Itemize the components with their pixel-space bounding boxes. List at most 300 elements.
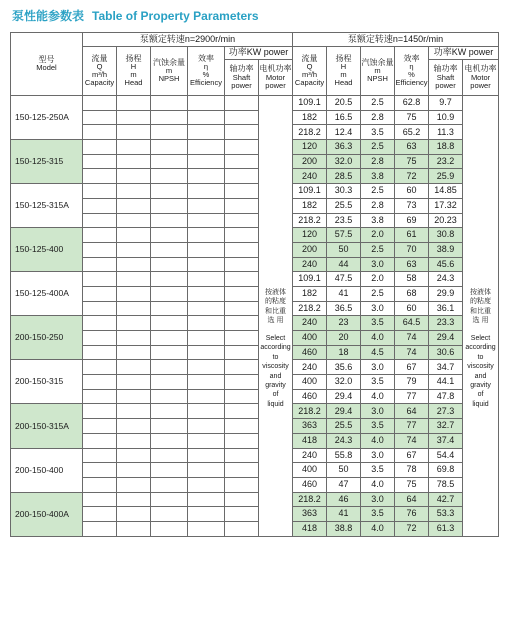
- blank-cell: [188, 419, 225, 434]
- value-cell: 4.0: [361, 477, 395, 492]
- blank-cell: [83, 184, 117, 199]
- value-cell: 35.6: [327, 360, 361, 375]
- blank-cell: [83, 213, 117, 228]
- blank-cell: [225, 110, 259, 125]
- blank-cell: [225, 198, 259, 213]
- value-cell: 65.2: [395, 125, 429, 140]
- note-en-line: viscosity: [467, 363, 494, 371]
- note-cn-line: 的粘度: [265, 298, 286, 306]
- blank-cell: [151, 154, 188, 169]
- blank-cell: [83, 140, 117, 155]
- note-en-line: to: [477, 353, 484, 361]
- value-cell: 50: [327, 463, 361, 478]
- blank-cell: [151, 477, 188, 492]
- value-cell: 460: [293, 389, 327, 404]
- blank-cell: [83, 242, 117, 257]
- blank-cell: [117, 463, 151, 478]
- value-cell: 63: [395, 140, 429, 155]
- blank-cell: [83, 125, 117, 140]
- value-cell: 20: [327, 331, 361, 346]
- blank-cell: [225, 389, 259, 404]
- blank-cell: [151, 110, 188, 125]
- value-cell: 12.4: [327, 125, 361, 140]
- table-row: [11, 140, 499, 155]
- blank-cell: [83, 477, 117, 492]
- blank-cell: [151, 213, 188, 228]
- blank-cell: [225, 125, 259, 140]
- motor-note-left: [259, 96, 293, 537]
- blank-cell: [188, 286, 225, 301]
- value-cell: 2.8: [361, 110, 395, 125]
- value-cell: 38.9: [429, 242, 463, 257]
- npsh-header-right: 汽蚀余量 m NPSH: [361, 47, 395, 96]
- blank-cell: [225, 316, 259, 331]
- model-name: 200-150-400A: [11, 492, 83, 536]
- motor-power-header-left: 电机功率 Motor power: [259, 60, 293, 96]
- value-cell: 30.6: [429, 345, 463, 360]
- efficiency-header-left: 效率 η % Efficiency: [188, 47, 225, 96]
- value-cell: 3.0: [361, 301, 395, 316]
- table-row: [11, 272, 499, 287]
- value-cell: 69.8: [429, 463, 463, 478]
- blank-cell: [225, 419, 259, 434]
- table-body: [11, 96, 499, 537]
- model-name: 150-125-400A: [11, 272, 83, 316]
- blank-cell: [188, 154, 225, 169]
- value-cell: 400: [293, 331, 327, 346]
- value-cell: 182: [293, 286, 327, 301]
- blank-cell: [151, 125, 188, 140]
- value-cell: 240: [293, 169, 327, 184]
- blank-cell: [117, 96, 151, 111]
- power-header-right: 功率KW power: [429, 47, 499, 60]
- blank-cell: [83, 375, 117, 390]
- value-cell: 3.0: [361, 404, 395, 419]
- blank-cell: [225, 360, 259, 375]
- value-cell: 67: [395, 448, 429, 463]
- blank-cell: [151, 198, 188, 213]
- blank-cell: [225, 301, 259, 316]
- note-en-line: Select: [265, 334, 286, 342]
- value-cell: 28.5: [327, 169, 361, 184]
- blank-cell: [225, 331, 259, 346]
- blank-cell: [188, 507, 225, 522]
- value-cell: 2.0: [361, 272, 395, 287]
- blank-cell: [83, 198, 117, 213]
- blank-cell: [83, 419, 117, 434]
- table-row: [11, 345, 499, 360]
- value-cell: 41: [327, 507, 361, 522]
- value-cell: 2.5: [361, 242, 395, 257]
- note-cn-line: 的粘度: [470, 298, 492, 306]
- blank-cell: [188, 345, 225, 360]
- value-cell: 47.5: [327, 272, 361, 287]
- blank-cell: [83, 110, 117, 125]
- blank-cell: [117, 433, 151, 448]
- blank-cell: [151, 169, 188, 184]
- value-cell: 47.8: [429, 389, 463, 404]
- value-cell: 23.5: [327, 213, 361, 228]
- blank-cell: [151, 316, 188, 331]
- table-row: [11, 286, 499, 301]
- value-cell: 20.5: [327, 96, 361, 111]
- value-cell: 218.2: [293, 125, 327, 140]
- table-row: [11, 433, 499, 448]
- value-cell: 418: [293, 433, 327, 448]
- value-cell: 3.5: [361, 463, 395, 478]
- value-cell: 18.8: [429, 140, 463, 155]
- model-name: 200-150-315: [11, 360, 83, 404]
- motor-power-header-right: 电机功率 Motor power: [463, 60, 499, 96]
- blank-cell: [117, 198, 151, 213]
- value-cell: 4.0: [361, 331, 395, 346]
- blank-cell: [151, 301, 188, 316]
- table-row: [11, 404, 499, 419]
- title-en: Table of Property Parameters: [92, 9, 259, 23]
- blank-cell: [117, 404, 151, 419]
- value-cell: 24.3: [429, 272, 463, 287]
- value-cell: 25.5: [327, 198, 361, 213]
- table-row: [11, 521, 499, 536]
- value-cell: 14.85: [429, 184, 463, 199]
- blank-cell: [225, 169, 259, 184]
- value-cell: 79: [395, 375, 429, 390]
- table-row: [11, 184, 499, 199]
- blank-cell: [117, 301, 151, 316]
- table-row: [11, 419, 499, 434]
- value-cell: 20.23: [429, 213, 463, 228]
- table-row: [11, 463, 499, 478]
- table-row: [11, 96, 499, 111]
- value-cell: 50: [327, 242, 361, 257]
- value-cell: 3.5: [361, 125, 395, 140]
- blank-cell: [83, 154, 117, 169]
- value-cell: 363: [293, 419, 327, 434]
- value-cell: 2.0: [361, 228, 395, 243]
- table-row: [11, 507, 499, 522]
- table-row: [11, 492, 499, 507]
- value-cell: 218.2: [293, 213, 327, 228]
- blank-cell: [188, 198, 225, 213]
- table-row: [11, 477, 499, 492]
- blank-cell: [225, 463, 259, 478]
- value-cell: 34.7: [429, 360, 463, 375]
- blank-cell: [188, 375, 225, 390]
- blank-cell: [83, 345, 117, 360]
- blank-cell: [117, 419, 151, 434]
- blank-cell: [117, 184, 151, 199]
- value-cell: 75: [395, 110, 429, 125]
- value-cell: 32.0: [327, 375, 361, 390]
- value-cell: 72: [395, 521, 429, 536]
- blank-cell: [225, 228, 259, 243]
- blank-cell: [83, 492, 117, 507]
- blank-cell: [83, 301, 117, 316]
- blank-cell: [188, 404, 225, 419]
- blank-cell: [117, 389, 151, 404]
- blank-cell: [225, 433, 259, 448]
- blank-cell: [225, 477, 259, 492]
- note-en-line: according: [465, 344, 496, 352]
- value-cell: 182: [293, 198, 327, 213]
- value-cell: 9.7: [429, 96, 463, 111]
- value-cell: 78.5: [429, 477, 463, 492]
- value-cell: 29.9: [429, 286, 463, 301]
- blank-cell: [83, 316, 117, 331]
- blank-cell: [117, 448, 151, 463]
- blank-cell: [117, 316, 151, 331]
- note-cn-line: 选 用: [267, 317, 284, 325]
- value-cell: 218.2: [293, 404, 327, 419]
- blank-cell: [117, 375, 151, 390]
- model-name: 200-150-315A: [11, 404, 83, 448]
- note-en-line: viscosity: [262, 363, 289, 371]
- note-cn-line: 和比重: [470, 307, 492, 315]
- power-header-left: 功率KW power: [225, 47, 293, 60]
- blank-cell: [188, 96, 225, 111]
- value-cell: 4.0: [361, 521, 395, 536]
- value-cell: 460: [293, 477, 327, 492]
- value-cell: 45.6: [429, 257, 463, 272]
- value-cell: 17.32: [429, 198, 463, 213]
- value-cell: 3.0: [361, 448, 395, 463]
- speed-2900-header: 泵额定转速n=2900r/min: [83, 33, 293, 47]
- blank-cell: [83, 228, 117, 243]
- value-cell: 4.0: [361, 433, 395, 448]
- model-name: 200-150-400: [11, 448, 83, 492]
- note-en-line: liquid: [267, 400, 284, 408]
- value-cell: 29.4: [429, 331, 463, 346]
- value-cell: 46: [327, 492, 361, 507]
- blank-cell: [151, 389, 188, 404]
- blank-cell: [188, 169, 225, 184]
- value-cell: 74: [395, 331, 429, 346]
- table-row: [11, 448, 499, 463]
- blank-cell: [83, 521, 117, 536]
- value-cell: 63: [395, 257, 429, 272]
- head-header-right: 扬程 H m Head: [327, 47, 361, 96]
- table-row: [11, 301, 499, 316]
- blank-cell: [151, 492, 188, 507]
- model-header: 型号 Model: [11, 33, 83, 96]
- blank-cell: [117, 286, 151, 301]
- value-cell: 64: [395, 404, 429, 419]
- value-cell: 72: [395, 169, 429, 184]
- value-cell: 120: [293, 228, 327, 243]
- blank-cell: [117, 242, 151, 257]
- value-cell: 460: [293, 345, 327, 360]
- value-cell: 27.3: [429, 404, 463, 419]
- blank-cell: [151, 331, 188, 346]
- value-cell: 47: [327, 477, 361, 492]
- table-row: [11, 242, 499, 257]
- value-cell: 53.3: [429, 507, 463, 522]
- blank-cell: [83, 331, 117, 346]
- blank-cell: [151, 272, 188, 287]
- note-en-line: and: [269, 372, 282, 380]
- table-row: [11, 228, 499, 243]
- value-cell: 75: [395, 477, 429, 492]
- blank-cell: [83, 448, 117, 463]
- value-cell: 44.1: [429, 375, 463, 390]
- blank-cell: [225, 404, 259, 419]
- value-cell: 2.5: [361, 140, 395, 155]
- model-name: 150-125-250A: [11, 96, 83, 140]
- blank-cell: [83, 360, 117, 375]
- blank-cell: [188, 272, 225, 287]
- value-cell: 240: [293, 257, 327, 272]
- note-cn-line: 和比重: [265, 307, 286, 315]
- blank-cell: [117, 257, 151, 272]
- blank-cell: [151, 184, 188, 199]
- value-cell: 3.5: [361, 316, 395, 331]
- value-cell: 77: [395, 419, 429, 434]
- capacity-header-left: 流量 Q m³/h Capacity: [83, 47, 117, 96]
- note-cn-line: 按液体: [265, 289, 286, 296]
- value-cell: 218.2: [293, 301, 327, 316]
- table-row: [11, 213, 499, 228]
- blank-cell: [83, 389, 117, 404]
- model-name: 150-125-315A: [11, 184, 83, 228]
- blank-cell: [117, 507, 151, 522]
- value-cell: 3.0: [361, 360, 395, 375]
- value-cell: 2.5: [361, 96, 395, 111]
- note-en-line: gravity: [265, 381, 286, 389]
- blank-cell: [117, 477, 151, 492]
- blank-cell: [151, 507, 188, 522]
- value-cell: 67: [395, 360, 429, 375]
- value-cell: 23: [327, 316, 361, 331]
- value-cell: 2.5: [361, 184, 395, 199]
- table-row: [11, 360, 499, 375]
- motor-note-right: [463, 96, 499, 537]
- value-cell: 4.5: [361, 345, 395, 360]
- shaft-power-header-left: 轴功率 Shaft power: [225, 60, 259, 96]
- blank-cell: [151, 140, 188, 155]
- value-cell: 55.8: [327, 448, 361, 463]
- blank-cell: [117, 140, 151, 155]
- value-cell: 75: [395, 154, 429, 169]
- shaft-power-header-right: 轴功率 Shaft power: [429, 60, 463, 96]
- blank-cell: [117, 272, 151, 287]
- value-cell: 120: [293, 140, 327, 155]
- blank-cell: [83, 404, 117, 419]
- value-cell: 60: [395, 301, 429, 316]
- blank-cell: [225, 96, 259, 111]
- value-cell: 3.8: [361, 213, 395, 228]
- blank-cell: [151, 242, 188, 257]
- value-cell: 2.8: [361, 154, 395, 169]
- value-cell: 23.3: [429, 316, 463, 331]
- blank-cell: [83, 169, 117, 184]
- note-en-line: to: [272, 353, 279, 361]
- value-cell: 77: [395, 389, 429, 404]
- value-cell: 3.0: [361, 257, 395, 272]
- value-cell: 76: [395, 507, 429, 522]
- value-cell: 23.2: [429, 154, 463, 169]
- blank-cell: [188, 110, 225, 125]
- value-cell: 109.1: [293, 184, 327, 199]
- blank-cell: [117, 345, 151, 360]
- value-cell: 54.4: [429, 448, 463, 463]
- value-cell: 240: [293, 316, 327, 331]
- value-cell: 25.5: [327, 419, 361, 434]
- table-row: [11, 154, 499, 169]
- value-cell: 3.0: [361, 492, 395, 507]
- note-en-line: liquid: [472, 400, 489, 408]
- table-row: [11, 375, 499, 390]
- value-cell: 109.1: [293, 272, 327, 287]
- value-cell: 68: [395, 286, 429, 301]
- value-cell: 32.7: [429, 419, 463, 434]
- blank-cell: [188, 242, 225, 257]
- value-cell: 30.3: [327, 184, 361, 199]
- blank-cell: [188, 301, 225, 316]
- blank-cell: [188, 331, 225, 346]
- blank-cell: [151, 375, 188, 390]
- blank-cell: [188, 521, 225, 536]
- blank-cell: [117, 213, 151, 228]
- value-cell: 363: [293, 507, 327, 522]
- blank-cell: [225, 492, 259, 507]
- blank-cell: [225, 213, 259, 228]
- blank-cell: [83, 272, 117, 287]
- blank-cell: [225, 448, 259, 463]
- blank-cell: [225, 286, 259, 301]
- blank-cell: [83, 257, 117, 272]
- value-cell: 10.9: [429, 110, 463, 125]
- page-title: [12, 7, 259, 24]
- value-cell: 73: [395, 198, 429, 213]
- blank-cell: [225, 507, 259, 522]
- value-cell: 60: [395, 184, 429, 199]
- value-cell: 3.5: [361, 375, 395, 390]
- value-cell: 29.4: [327, 404, 361, 419]
- table-row: [11, 331, 499, 346]
- blank-cell: [225, 345, 259, 360]
- blank-cell: [225, 521, 259, 536]
- value-cell: 3.5: [361, 419, 395, 434]
- table-row: [11, 257, 499, 272]
- blank-cell: [225, 257, 259, 272]
- blank-cell: [83, 96, 117, 111]
- table-row: [11, 110, 499, 125]
- value-cell: 58: [395, 272, 429, 287]
- value-cell: 418: [293, 521, 327, 536]
- head-header-left: 扬程 H m Head: [117, 47, 151, 96]
- value-cell: 64: [395, 492, 429, 507]
- blank-cell: [151, 257, 188, 272]
- blank-cell: [117, 492, 151, 507]
- value-cell: 36.1: [429, 301, 463, 316]
- value-cell: 240: [293, 448, 327, 463]
- note-cn-line: 选 用: [472, 317, 489, 325]
- value-cell: 30.8: [429, 228, 463, 243]
- blank-cell: [151, 433, 188, 448]
- value-cell: 78: [395, 463, 429, 478]
- blank-cell: [188, 213, 225, 228]
- value-cell: 69: [395, 213, 429, 228]
- value-cell: 57.5: [327, 228, 361, 243]
- blank-cell: [188, 433, 225, 448]
- blank-cell: [151, 463, 188, 478]
- value-cell: 32.0: [327, 154, 361, 169]
- blank-cell: [225, 154, 259, 169]
- value-cell: 182: [293, 110, 327, 125]
- note-en-line: according: [260, 344, 291, 352]
- blank-cell: [225, 184, 259, 199]
- blank-cell: [83, 286, 117, 301]
